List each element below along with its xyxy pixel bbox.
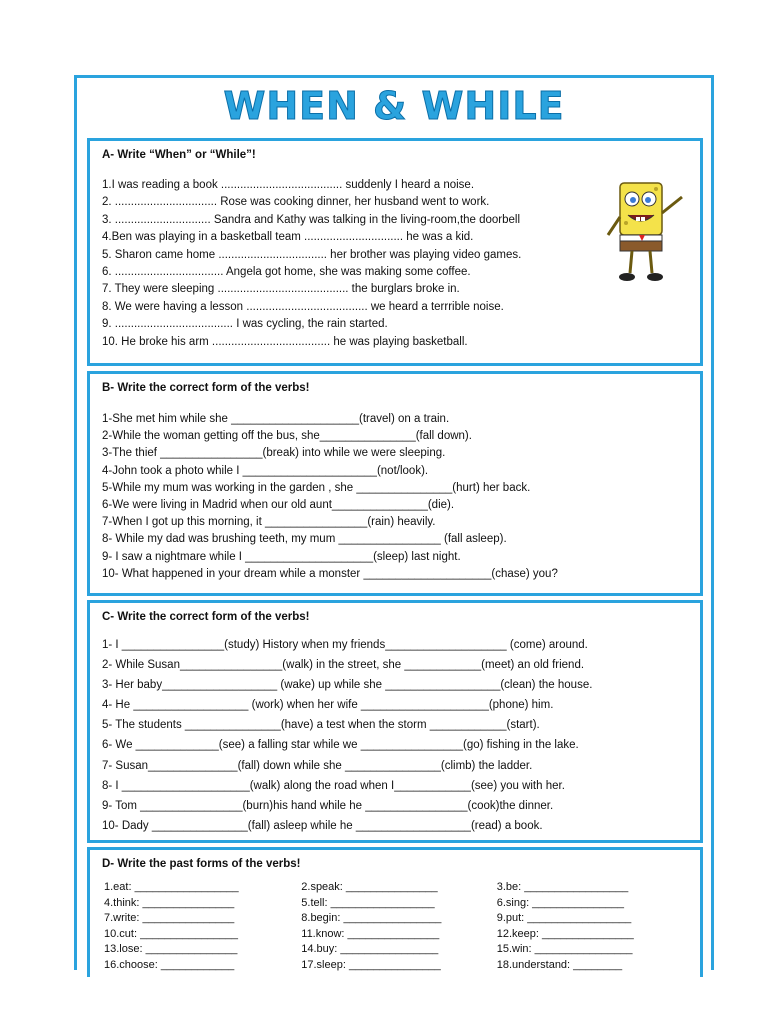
exercise-line: 10. He broke his arm ..................................... he was playing basketball. xyxy=(102,335,468,348)
verb-item: 14.buy: ________________ xyxy=(301,943,439,956)
exercise-line: 6. .................................. Angela got home, she was making some coffee. xyxy=(102,265,471,278)
exercise-line: 10- Dady _______________(fall) asleep while he __________________(read) a book. xyxy=(102,819,543,832)
exercise-line: 4.Ben was playing in a basketball team ............................... he was a kid. xyxy=(102,231,474,244)
verb-row xyxy=(104,927,694,943)
exercise-line: 1-She met him while she ____________________(travel) on a train. xyxy=(102,413,450,425)
section-b-lines xyxy=(102,411,558,583)
exercise-line: 4-John took a photo while I _____________________(not/look). xyxy=(102,464,429,477)
exercise-line: 6-We were living in Madrid when our old aunt_______________(die). xyxy=(102,498,455,511)
exercise-line: 3- Her baby__________________ (wake) up while she __________________(clean) the house. xyxy=(102,679,593,692)
verb-row xyxy=(104,942,694,958)
section-a-lines xyxy=(102,177,521,351)
exercise-line: 8- While my dad was brushing teeth, my mum ________________ (fall asleep). xyxy=(102,533,507,546)
section-c xyxy=(87,600,703,843)
section-b-heading: B- Write the correct form of the verbs! xyxy=(102,382,310,394)
exercise-line: 8. We were having a lesson ...................................... we heard a terrrible noise. xyxy=(102,300,504,313)
exercise-line: 7-When I got up this morning, it ________________(rain) heavily. xyxy=(102,516,436,529)
verb-item: 18.understand: ________ xyxy=(496,958,623,971)
verb-item: 16.choose: ____________ xyxy=(104,958,235,971)
exercise-line: 5. Sharon came home .................................. her brother was playing video games. xyxy=(102,248,522,261)
verb-item: 8.begin: ________________ xyxy=(301,912,442,925)
verb-item: 15.win: ________________ xyxy=(496,943,633,956)
exercise-line: 9. ..................................... I was cycling, the rain started. xyxy=(102,318,388,331)
exercise-line: 1- I ________________(study) History when my friends___________________ (come) around. xyxy=(102,639,588,651)
exercise-line: 8- I ____________________(walk) along the road when I____________(see) you with her. xyxy=(102,779,565,792)
exercise-line: 7- Susan______________(fall) down while she _______________(climb) the ladder. xyxy=(102,759,533,772)
exercise-line: 7. They were sleeping ......................................... the burglars broke in. xyxy=(102,283,460,296)
verb-row xyxy=(104,958,694,974)
verb-item: 7.write: _______________ xyxy=(104,912,235,925)
exercise-line: 3-The thief ________________(break) into while we were sleeping. xyxy=(102,447,446,460)
verb-item: 6.sing: _______________ xyxy=(496,896,624,909)
exercise-line: 5- The students _______________(have) a test when the storm ____________(start). xyxy=(102,719,540,732)
verb-item: 10.cut: ________________ xyxy=(104,927,238,940)
section-c-heading: C- Write the correct form of the verbs! xyxy=(102,611,310,623)
verb-item: 12.keep: _______________ xyxy=(496,927,634,940)
verb-item: 5.tell: _________________ xyxy=(301,896,435,909)
exercise-line: 2. ................................ Rose was cooking dinner, her husband went to work. xyxy=(102,196,490,209)
verb-item: 4.think: _______________ xyxy=(104,896,235,909)
verb-item: 1.eat: _________________ xyxy=(104,881,239,893)
verb-item: 9.put: _________________ xyxy=(496,912,632,925)
exercise-line: 10- What happened in your dream while a monster ____________________(chase) you? xyxy=(102,567,558,580)
section-d xyxy=(87,847,703,977)
exercise-line: 4- He __________________ (work) when her wife ____________________(phone) him. xyxy=(102,699,554,712)
exercise-line: 9- I saw a nightmare while I ____________________(sleep) last night. xyxy=(102,550,461,563)
worksheet xyxy=(74,75,714,970)
verb-grid xyxy=(104,880,694,974)
verb-item: 13.lose: _______________ xyxy=(104,943,238,956)
worksheet-title: WHEN & WHILE xyxy=(223,84,565,128)
verb-item: 11.know: _______________ xyxy=(301,927,440,940)
verb-row xyxy=(104,880,694,896)
exercise-line: 6- We _____________(see) a falling star while we ________________(go) fishing in the lake. xyxy=(102,739,579,752)
exercise-line: 3. .............................. Sandra and Kathy was talking in the living-room,the doorbell xyxy=(102,213,521,226)
section-b xyxy=(87,371,703,596)
section-a-heading: A- Write “When” or “While”! xyxy=(102,149,256,161)
section-c-lines xyxy=(102,635,592,836)
exercise-line: 9- Tom ________________(burn)his hand while he ________________(cook)the dinner. xyxy=(102,799,554,812)
verb-row xyxy=(104,896,694,912)
section-d-heading: D- Write the past forms of the verbs! xyxy=(102,858,301,870)
spongebob-illustration xyxy=(598,177,688,287)
verb-item: 3.be: _________________ xyxy=(496,881,629,893)
verb-item: 2.speak: _______________ xyxy=(301,881,438,893)
exercise-line: 2- While Susan________________(walk) in the street, she ____________(meet) an old friend. xyxy=(102,659,585,672)
verb-row xyxy=(104,911,694,927)
verb-item: 17.sleep: _______________ xyxy=(301,958,441,971)
exercise-line: 1.I was reading a book ...................................... suddenly I heard a noise. xyxy=(102,179,475,191)
exercise-line: 2-While the woman getting off the bus, she_______________(fall down). xyxy=(102,430,472,443)
exercise-line: 5-While my mum was working in the garden , she _______________(hurt) her back. xyxy=(102,481,531,494)
section-a xyxy=(87,138,703,366)
